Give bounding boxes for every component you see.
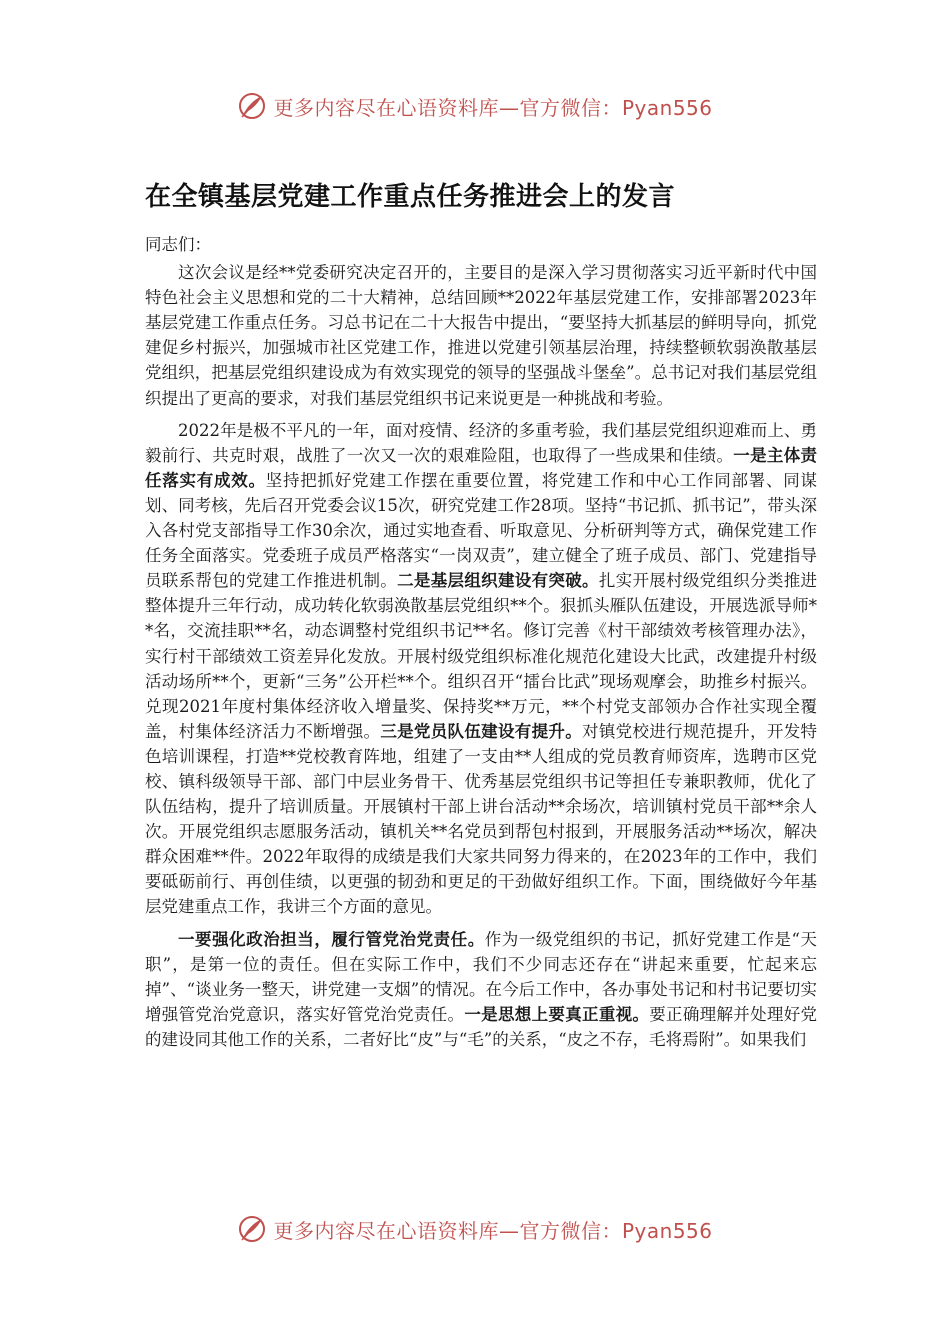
feather-pen-logo-icon: [237, 1214, 267, 1244]
point-heading-1: 一是主体责任落实有成效。: [145, 445, 818, 490]
salutation: 同志们：: [145, 235, 211, 254]
document-title: 在全镇基层党建工作重点任务推进会上的发言: [145, 182, 676, 212]
sub-point-heading-1: 一是思想上要真正重视。: [464, 1004, 650, 1024]
point-heading-3: 三是党员队伍建设有提升。: [380, 721, 583, 741]
paragraph-3: 一要强化政治担当，履行管党治党责任。作为一级党组织的书记，抓好党建工作是“天职”，是第一位的责任。但在实际工作中，我们不少同志还存在“讲起来重要，忙起来忘掉”、“谈业务一整天，讲党建一支烟”的情况。在今后工作中，各办事处书记和村书记要切实增强管党治党意识，落实好管党治党责任。一是思想上要真正重视。要正确理解并处理好党的建设同其他工作的关系，二者好比“皮”与“毛”的关系，“皮之不存，毛将焉附”。如果我们: [145, 929, 818, 1049]
paragraph-2: 2022年是极不平凡的一年，面对疫情、经济的多重考验，我们基层党组织迎难而上、勇毅前行、共克时艰，战胜了一次又一次的艰难险阻，也取得了一些成果和佳绩。一是主体责任落实有成效。坚持把抓好党建工作摆在重要位置，将党建工作和中心工作同部署、同谋划、同考核，先后召开党委会议15次，研究党建工作28项。坚持“书记抓、抓书记”，带头深入各村党支部指导工作30余次，通过实地查看、听取意见、分析研判等方式，确保党建工作任务全面落实。党委班子成员严格落实“一岗双责”，建立健全了班子成员、部门、党建指导员联系帮包的党建工作推进机制。二是基层组织建设有突破。扎实开展村级党组织分类推进整体提升三年行动，成功转化软弱涣散基层党组织**个。狠抓头雁队伍建设，开展选派导师**名，交流挂职**名，动态调整村党组织书记**名。修订完善《村干部绩效考核管理办法》，实行村干部绩效工资差异化发放。开展村级党组织标准化规范化建设大比武，改建提升村级活动场所**个，更新“三务”公开栏**个。组织召开“擂台比武”现场观摩会，助推乡村振兴。兑现2021年度村集体经济收入增量奖、保持奖**万元，**个村党支部领办合作社实现全覆盖，村集体经济活力不断增强。三是党员队伍建设有提升。对镇党校进行规范提升，开发特色培训课程，打造**党校教育阵地，组建了一支由**人组成的党员教育师资库，选聘市区党校、镇科级领导干部、部门中层业务骨干、优秀基层党组织书记等担任专兼职教师，优化了队伍结构，提升了培训质量。开展镇村干部上讲台活动**余场次，培训镇村党员干部**余人次。开展党组织志愿服务活动，镇机关**名党员到帮包村报到，开展服务活动**场次，解决群众困难**件。2022年取得的成绩是我们大家共同努力得来的，在2023年的工作中，我们要砥砺前行、再创佳绩，以更强的韧劲和更足的干劲做好组织工作。下面，围绕做好今年基层党建重点工作，我讲三个方面的意见。: [145, 420, 818, 917]
watermark-text: 更多内容尽在心语资料库—官方微信：Pyan556: [273, 1218, 713, 1243]
watermark-text: 更多内容尽在心语资料库—官方微信：Pyan556: [273, 95, 713, 120]
bottom-watermark-banner: [0, 1209, 950, 1249]
point-heading-2: 二是基层组织建设有突破。: [397, 571, 599, 591]
paragraph-1: 这次会议是经**党委研究决定召开的，主要目的是深入学习贯彻落实习近平新时代中国特色社会主义思想和党的二十大精神，总结回顾**2022年基层党建工作，安排部署2023年基层党建工作重点任务。习总书记在二十大报告中提出，“要坚持大抓基层的鲜明导向，抓党建促乡村振兴，加强城市社区党建工作，推进以党建引领基层治理，持续整顿软弱涣散基层党组织，把基层党组织建设成为有效实现党的领导的坚强战斗堡垒”。总书记对我们基层党组织提出了更高的要求，对我们基层党组织书记来说更是一种挑战和考验。: [145, 263, 817, 408]
wechat-id: Pyan556: [621, 1218, 713, 1243]
section-heading-1: 一要强化政治担当，履行管党治党责任。: [178, 929, 485, 949]
document-body: [145, 232, 817, 1059]
feather-pen-logo-icon: [237, 91, 267, 121]
wechat-id: Pyan556: [621, 95, 713, 120]
top-watermark-banner: [0, 86, 950, 126]
